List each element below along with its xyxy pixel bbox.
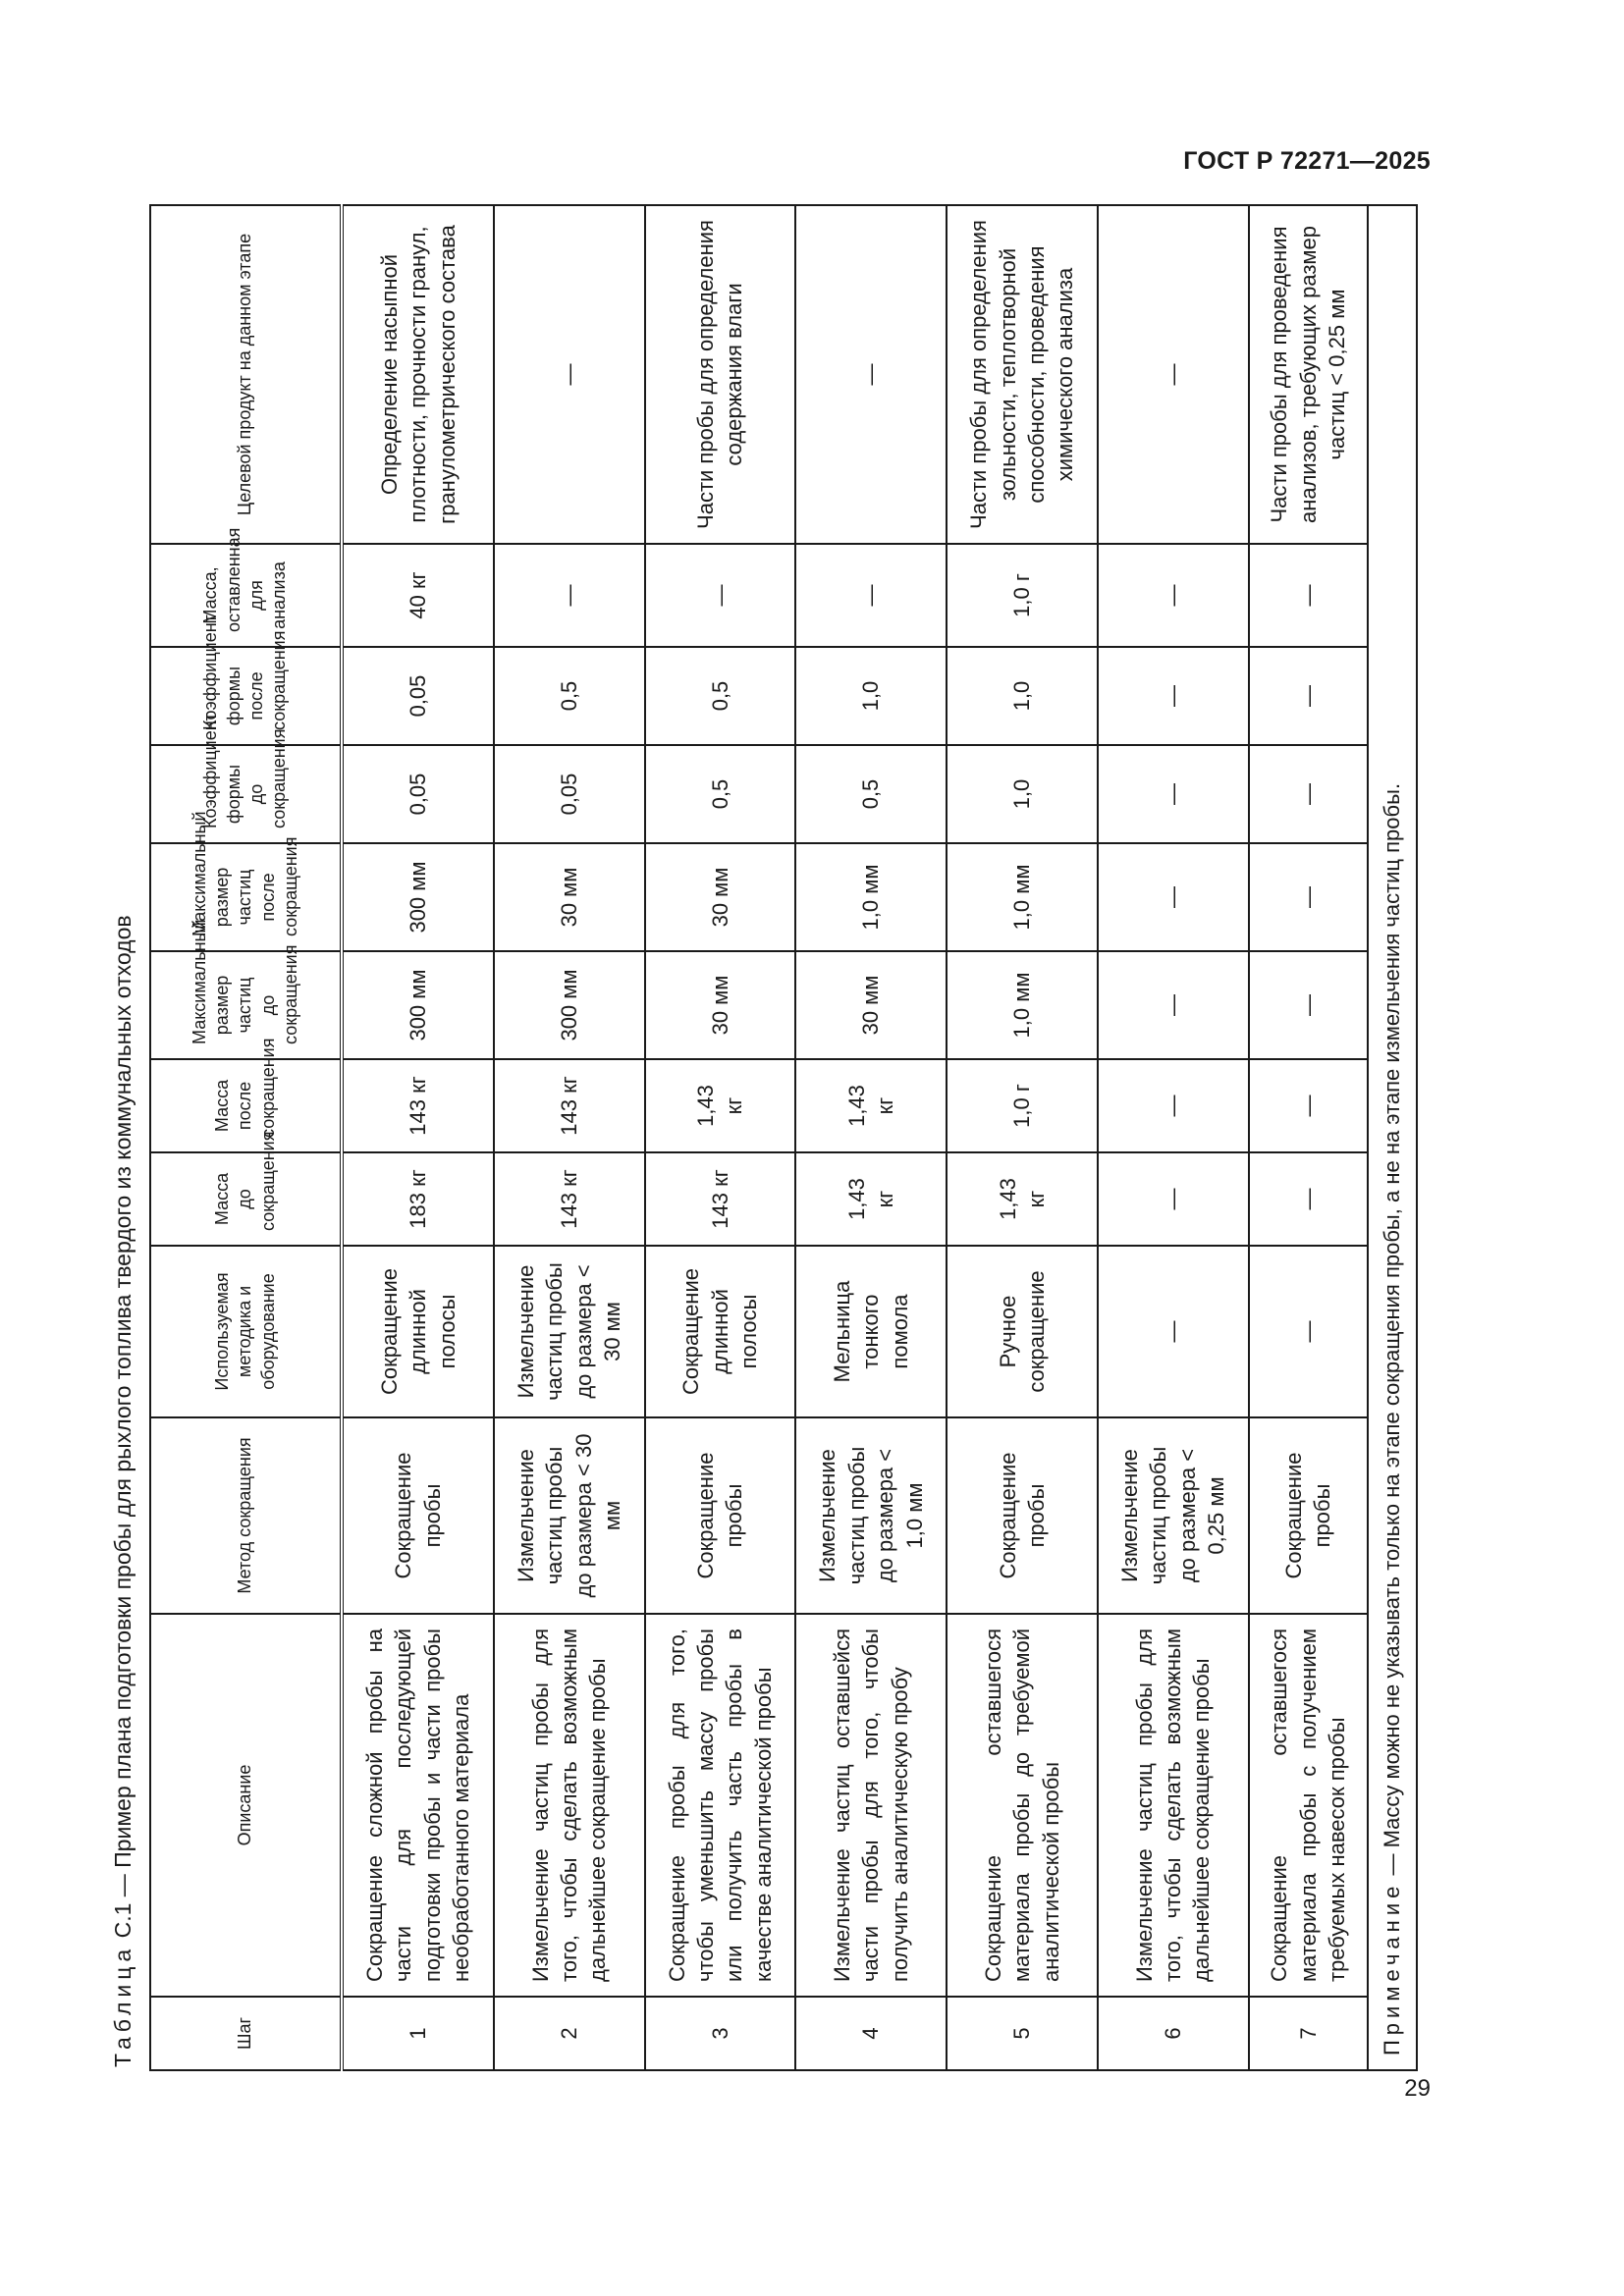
value-cell: — — [1249, 745, 1368, 843]
method-cell: Измельчение частиц пробы до размера < 1,0 мм — [795, 1417, 947, 1614]
header-cell: Масса до сокращения — [150, 1152, 342, 1246]
value-cell: 0,05 — [494, 745, 645, 843]
value-cell: 1,0 — [795, 647, 947, 745]
value-cell: — — [1249, 843, 1368, 951]
value-cell: 0,5 — [645, 647, 796, 745]
target-cell: Определение насыпной плотности, прочности гранул, гранулометрического состава — [342, 205, 494, 544]
target-cell: Части пробы для проведения анализов, требующих размер частиц < 0,25 мм — [1249, 205, 1368, 544]
table-row — [494, 205, 645, 2070]
value-cell: — — [1249, 544, 1368, 647]
target-cell: — — [494, 205, 645, 544]
step-cell: 1 — [342, 1997, 494, 2070]
header-cell: Масса после сокращения — [150, 1059, 342, 1152]
equipment-cell: — — [1249, 1246, 1368, 1417]
value-cell: — — [1098, 843, 1249, 951]
method-cell: Сокращение пробы — [342, 1417, 494, 1614]
equipment-cell: — — [1098, 1246, 1249, 1417]
value-cell: 30 мм — [494, 843, 645, 951]
value-cell: 1,0 мм — [947, 843, 1098, 951]
caption-prefix: Таблица — [110, 1944, 135, 2067]
table-caption — [110, 915, 136, 2067]
value-cell: — — [1249, 647, 1368, 745]
value-cell: 1,0 мм — [947, 951, 1098, 1059]
note-text: — Массу можно не указывать только на этапе сокращения пробы, а не на этапе измельчения частиц пробы. — [1380, 782, 1405, 1882]
value-cell: 0,5 — [494, 647, 645, 745]
value-cell: 1,43 кг — [645, 1059, 796, 1152]
value-cell: 1,0 г — [947, 544, 1098, 647]
value-cell: — — [1098, 647, 1249, 745]
value-cell: 1,0 — [947, 745, 1098, 843]
value-cell: 143 кг — [342, 1059, 494, 1152]
description-cell: Сокращение сложной пробы на части для последующей подготовки пробы и части пробы необработанного материала — [342, 1614, 494, 1997]
description-cell: Сокращение оставшегося материала пробы до требуемой аналитической пробы — [947, 1614, 1098, 1997]
value-cell: — — [1249, 1152, 1368, 1246]
value-cell: 0,5 — [795, 745, 947, 843]
step-cell: 3 — [645, 1997, 796, 2070]
target-cell: — — [1098, 205, 1249, 544]
value-cell: 30 мм — [795, 951, 947, 1059]
standard-number: ГОСТ Р 72271—2025 — [1183, 147, 1431, 175]
table-row — [342, 205, 494, 2070]
step-cell: 6 — [1098, 1997, 1249, 2070]
sample-preparation-table — [149, 204, 1418, 2071]
description-cell: Измельчение частиц пробы для того, чтобы сделать возможным дальнейшее сокращение пробы — [494, 1614, 645, 1997]
table-header-row — [150, 205, 342, 2070]
value-cell: 143 кг — [494, 1152, 645, 1246]
page-number: 29 — [1404, 2075, 1431, 2102]
caption-text: С.1 — Пример плана подготовки пробы для рыхлого топлива твердого из коммунальных отходов — [110, 915, 135, 1939]
value-cell: 0,05 — [342, 745, 494, 843]
step-cell: 2 — [494, 1997, 645, 2070]
step-cell: 5 — [947, 1997, 1098, 2070]
equipment-cell: Сокращение длинной полосы — [342, 1246, 494, 1417]
value-cell: 0,05 — [342, 647, 494, 745]
table-row — [1249, 205, 1368, 2070]
header-cell: Коэффициент формы до сокращения — [150, 745, 342, 843]
note-label: Примечание — [1380, 1881, 1405, 2056]
value-cell: 1,43 кг — [947, 1152, 1098, 1246]
equipment-cell: Сокращение длинной полосы — [645, 1246, 796, 1417]
value-cell: 1,43 кг — [795, 1152, 947, 1246]
value-cell: 300 мм — [342, 843, 494, 951]
target-cell: — — [795, 205, 947, 544]
value-cell: 1,0 г — [947, 1059, 1098, 1152]
header-cell: Метод сокращения — [150, 1417, 342, 1614]
value-cell: 143 кг — [645, 1152, 796, 1246]
method-cell: Сокращение пробы — [645, 1417, 796, 1614]
value-cell: — — [1098, 1152, 1249, 1246]
equipment-cell: Измельчение частиц пробы до размера < 30 мм — [494, 1246, 645, 1417]
method-cell: Сокращение пробы — [947, 1417, 1098, 1614]
value-cell: 1,0 — [947, 647, 1098, 745]
value-cell: 1,43 кг — [795, 1059, 947, 1152]
header-cell: Масса, оставленная для анализа — [150, 544, 342, 647]
table-row — [1098, 205, 1249, 2070]
value-cell: — — [1098, 544, 1249, 647]
header-cell: Максимальный размер частиц до сокращения — [150, 951, 342, 1059]
description-cell: Сокращение пробы для того, чтобы уменьшить массу пробы или получить часть пробы в качестве аналитической пробы — [645, 1614, 796, 1997]
value-cell: — — [1098, 1059, 1249, 1152]
value-cell: 183 кг — [342, 1152, 494, 1246]
table-row — [947, 205, 1098, 2070]
value-cell: — — [494, 544, 645, 647]
equipment-cell: Ручное сокращение — [947, 1246, 1098, 1417]
description-cell: Сокращение оставшегося материала пробы с получением требуемых навесок пробы — [1249, 1614, 1368, 1997]
rotated-table-block — [108, 206, 1424, 2071]
value-cell: — — [645, 544, 796, 647]
header-cell: Максимальный размер частиц после сокращения — [150, 843, 342, 951]
header-cell: Описание — [150, 1614, 342, 1997]
step-cell: 7 — [1249, 1997, 1368, 2070]
target-cell: Части пробы для определения зольности, теплотворной способности, проведения химического анализа — [947, 205, 1098, 544]
value-cell: 40 кг — [342, 544, 494, 647]
value-cell: 30 мм — [645, 951, 796, 1059]
value-cell: 1,0 мм — [795, 843, 947, 951]
table-row — [795, 205, 947, 2070]
header-cell: Используемая методика и оборудование — [150, 1246, 342, 1417]
value-cell: 300 мм — [494, 951, 645, 1059]
method-cell: Сокращение пробы — [1249, 1417, 1368, 1614]
value-cell: — — [795, 544, 947, 647]
method-cell: Измельчение частиц пробы до размера < 0,25 мм — [1098, 1417, 1249, 1614]
header-cell: Шаг — [150, 1997, 342, 2070]
value-cell: 30 мм — [645, 843, 796, 951]
step-cell: 4 — [795, 1997, 947, 2070]
table-note — [1368, 205, 1417, 2070]
description-cell: Измельчение частиц оставшейся части пробы для того, чтобы получить аналитическую пробу — [795, 1614, 947, 1997]
value-cell: — — [1098, 745, 1249, 843]
value-cell: 300 мм — [342, 951, 494, 1059]
header-cell: Целевой продукт на данном этапе — [150, 205, 342, 544]
header-cell: Коэффициент формы после сокращения — [150, 647, 342, 745]
value-cell: — — [1249, 951, 1368, 1059]
table-note-row — [1368, 205, 1417, 2070]
value-cell: — — [1249, 1059, 1368, 1152]
target-cell: Части пробы для определения содержания влаги — [645, 205, 796, 544]
equipment-cell: Мельница тонкого помола — [795, 1246, 947, 1417]
description-cell: Измельчение частиц пробы для того, чтобы сделать возможным дальнейшее сокращение пробы — [1098, 1614, 1249, 1997]
table-row — [645, 205, 796, 2070]
value-cell: 143 кг — [494, 1059, 645, 1152]
method-cell: Измельчение частиц пробы до размера < 30 мм — [494, 1417, 645, 1614]
value-cell: 0,5 — [645, 745, 796, 843]
value-cell: — — [1098, 951, 1249, 1059]
